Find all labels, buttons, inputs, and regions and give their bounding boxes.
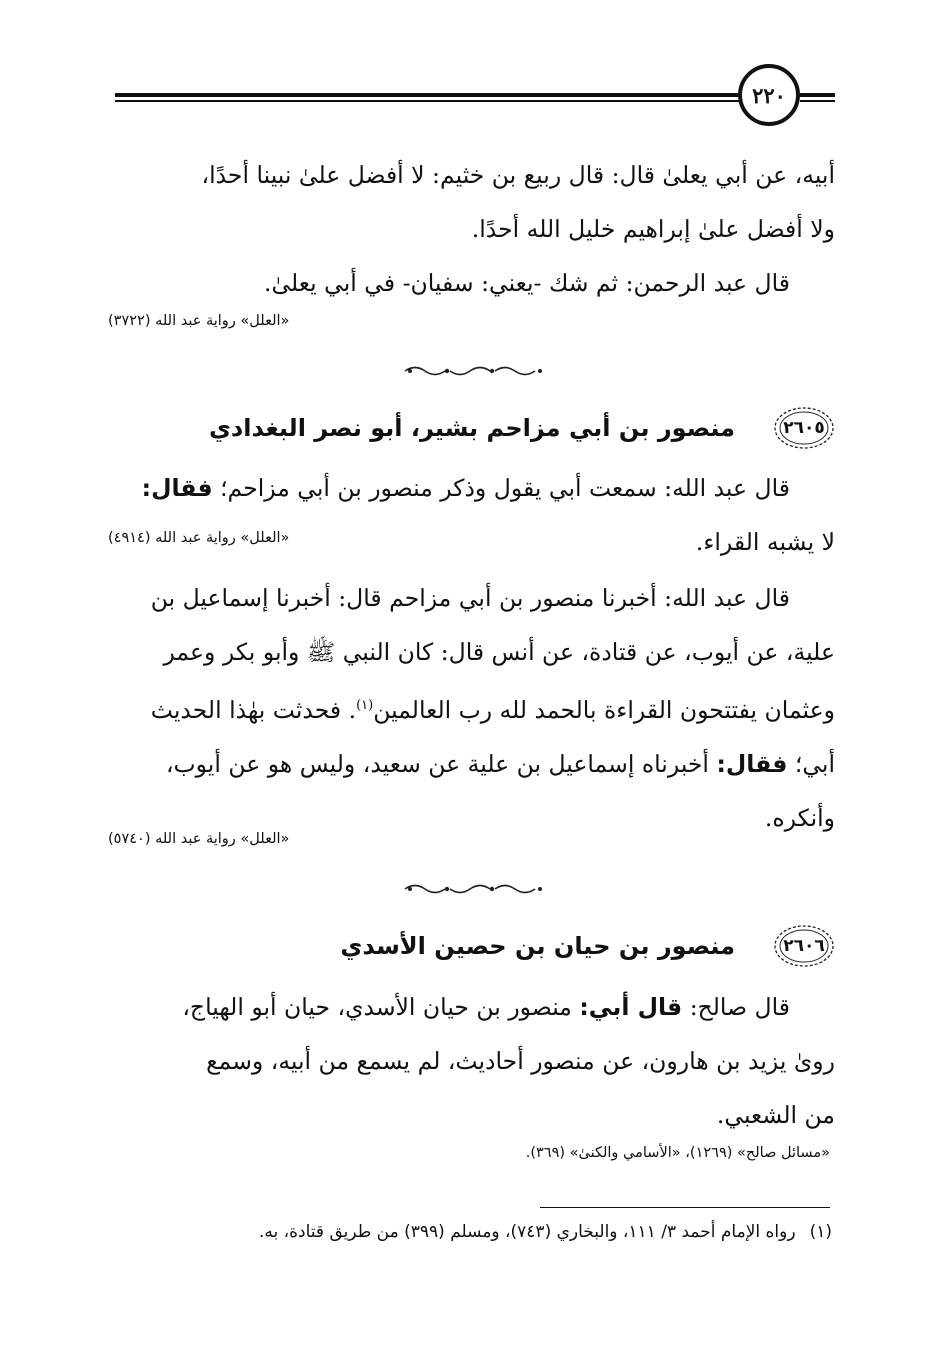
- text-line: قال عبد الرحمن: ثم شك -يعني: سفيان- في أبي يعلىٰ.: [263, 269, 790, 297]
- entry-heading-2605: [209, 406, 835, 450]
- header-rule: [115, 93, 740, 97]
- text-line: قال صالح: قال أبي: منصور بن حيان الأسدي، حيان أبو الهياج،: [182, 993, 790, 1021]
- source-reference: «مسائل صالح» (١٢٦٩)، «الأسامي والكنىٰ» (٣٦٩).: [525, 1145, 830, 1161]
- footnote-number: (١): [809, 1222, 832, 1242]
- text-line: وأنكره.: [764, 803, 835, 832]
- header-rule-stub: [800, 93, 835, 97]
- source-reference: «العلل» رواية عبد الله (٥٧٤٠): [108, 831, 290, 847]
- footnote-marker[interactable]: (١): [356, 698, 374, 713]
- entry-number: ٢٦٠٥: [783, 418, 825, 438]
- text-line: لا يشبه القراء.: [695, 528, 835, 556]
- bold-phrase: فقال:: [141, 474, 213, 502]
- entry-2605-paragraph-1: [105, 461, 835, 569]
- ornament-divider-icon: [400, 882, 550, 896]
- footnote: [259, 1222, 832, 1242]
- source-reference: «العلل» رواية عبد الله (٣٧٢٢): [108, 313, 290, 329]
- text-line: أبيه، عن أبي يعلىٰ قال: قال ربيع بن خثيم: لا أفضل علىٰ نبينا أحدًا،: [201, 161, 835, 189]
- text-line: وعثمان يفتتحون القراءة بالحمد لله رب العالمين$^{(١)}$. فحدثت بهٰذا الحديث: [150, 695, 835, 724]
- footnote-text: رواه الإمام أحمد ٣/ ١١١، والبخاري (٧٤٣)، ومسلم (٣٩٩) من طريق قتادة، به.: [259, 1222, 796, 1242]
- bold-phrase: قال أبي:: [579, 993, 683, 1021]
- text-line: قال عبد الله: أخبرنا منصور بن أبي مزاحم قال: أخبرنا إسماعيل بن: [150, 584, 790, 612]
- entry-number-badge: [773, 406, 835, 450]
- text-line: أبي؛ فقال: أخبرناه إسماعيل بن علية عن سعيد، وليس هو عن أيوب،: [165, 749, 835, 778]
- ornament-divider-icon: [400, 364, 550, 378]
- entry-number-badge: [773, 924, 835, 968]
- text-line: رویٰ يزيد بن هارون، عن منصور أحاديث، لم يسمع من أبيه، وسمع: [206, 1047, 835, 1075]
- text-line: قال عبد الله: سمعت أبي يقول وذكر منصور بن أبي مزاحم؛ فقال:: [141, 474, 790, 502]
- entry-heading-2606: [340, 924, 835, 968]
- page-number: ٢٢٠: [738, 64, 800, 126]
- footnote-rule: [540, 1207, 830, 1208]
- text-line: علية، عن أيوب، عن قتادة، عن أنس قال: كان النبي ﷺ وأبو بكر وعمر: [163, 638, 835, 666]
- header-rule: [115, 100, 740, 102]
- text-line: ولا أفضل علىٰ إبراهيم خليل الله أحدًا.: [471, 215, 835, 243]
- entry-title: منصور بن حيان بن حصين الأسدي: [340, 932, 735, 960]
- bold-phrase: فقال:: [716, 749, 788, 778]
- continuation-paragraph: [105, 148, 835, 310]
- entry-2605-paragraph-2: [105, 571, 835, 845]
- entry-number: ٢٦٠٦: [783, 936, 825, 956]
- header-rule-stub: [800, 100, 835, 102]
- entry-2606-paragraph: [105, 980, 835, 1142]
- source-reference: «العلل» رواية عبد الله (٤٩١٤): [108, 530, 290, 546]
- entry-title: منصور بن أبي مزاحم بشير، أبو نصر البغدادي: [208, 414, 735, 442]
- text-line: من الشعبي.: [716, 1101, 835, 1129]
